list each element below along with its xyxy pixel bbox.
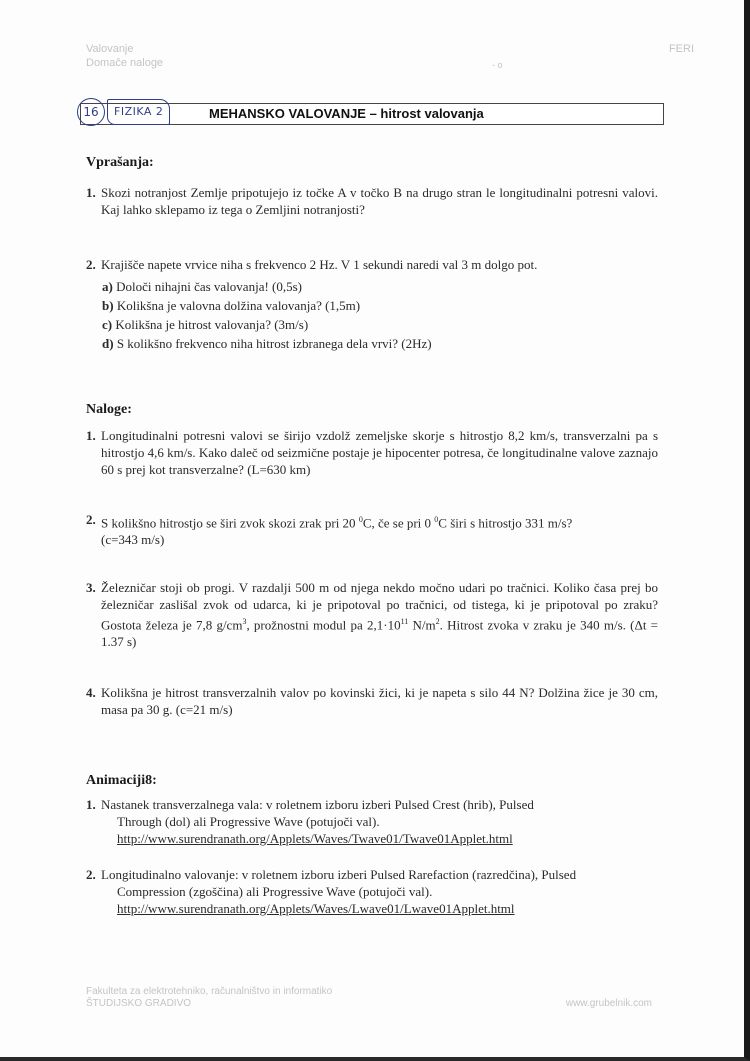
footer-website: www.grubelnik.com [565, 998, 652, 1009]
question-number: 2. [86, 257, 96, 272]
question-2 [86, 256, 658, 273]
task-2 [86, 511, 658, 548]
section-heading-vprasanja: Vprašanja: [86, 155, 154, 170]
task-answer: (Δt = 1.37 s) [101, 617, 659, 650]
question-2-parts [102, 277, 432, 353]
animation-number: 2. [86, 867, 96, 882]
animation-number: 1. [86, 797, 96, 812]
animation-text: Nastanek transverzalnega vala: v roletnem izboru izberi Pulsed Crest (hrib), Pulsed Through (dol) ali Progressive Wave (potujoči val). http://www.surendranath.org/Applets/Waves/Twave01/Twave01Applet.html [101, 796, 658, 847]
handwritten-number: 16 [77, 98, 105, 126]
sub-question: b) Kolikšna je valovna dolžina valovanja? (1,5m) [102, 298, 361, 313]
task-text: S kolikšno hitrostjo se širi zvok skozi zrak pri 20 $^0$C, če se pri 0 $^0$C širi s hitrostjo 331 m/s? (c=343 m/s) [101, 515, 573, 548]
header-subject: Valovanje [86, 43, 134, 55]
handwritten-tag: FIZIKA 2 [107, 99, 170, 125]
question-text: Krajišče napete vrvice niha s frekvenco 2 Hz. V 1 sekundi naredi val 3 m dolgo pot. [101, 257, 538, 272]
task-number: 2. [86, 512, 96, 527]
section-heading-naloge: Naloge: [86, 402, 132, 417]
footer-left [86, 986, 332, 1010]
question-number: 1. [86, 185, 96, 200]
task-number: 4. [86, 685, 96, 700]
animation-text: Longitudinalno valovanje: v roletnem izboru izberi Pulsed Rarefaction (razredčina), Pulsed Compression (zgoščina) ali Progressive Wave (potujoči val). http://www.surendranath.org/Applets/Waves/Lwave01/Lwave01Applet.html [101, 866, 658, 917]
sub-question: c) Kolikšna je hitrost valovanja? (3m/s) [102, 317, 309, 332]
page-title: MEHANSKO VALOVANJE – hitrost valovanja [209, 106, 484, 121]
header-left [86, 42, 163, 70]
task-number: 3. [86, 580, 96, 595]
question-1 [86, 184, 658, 218]
question-text: Skozi notranjost Zemlje pripotujejo iz točke A v točko B na drugo stran le longitudinalni potresni valovi. Kaj lahko sklepamo iz tega o Zemljini notranjosti? [101, 185, 658, 217]
task-text: Longitudinalni potresni valovi se širijo vzdolž zemeljske skorje s hitrostjo 8,2 km/s, transverzalni pa s hitrostjo 4,6 km/s. Kako daleč od seizmične postaje je hipocenter potresa, če longitudinalne valove zaznajo 60 s prej kot transverzalne? (L=630 km) [101, 428, 659, 477]
footer-material: ŠTUDIJSKO GRADIVO [86, 998, 192, 1009]
task-3 [86, 579, 658, 650]
footer-institution: Fakulteta za elektrotehniko, računalništvo in informatiko [86, 986, 333, 997]
sub-question: a) Določi nihajni čas valovanja! (0,5s) [102, 279, 303, 294]
header-subtitle: Domače naloge [86, 57, 164, 69]
task-number: 1. [86, 428, 96, 443]
header-mid-mark: - o [492, 60, 503, 70]
section-heading-animacije: Animaciji8: [86, 773, 157, 788]
task-answer: (c=343 m/s) [101, 532, 165, 548]
task-1 [86, 427, 658, 478]
animation-2-link[interactable]: http://www.surendranath.org/Applets/Waves/Lwave01/Lwave01Applet.html [117, 901, 515, 916]
header-right: FERI [668, 43, 694, 55]
title-bar [80, 103, 664, 125]
sub-question: d) S kolikšno frekvenco niha hitrost izbranega dela vrvi? (2Hz) [102, 336, 432, 351]
task-answer: (L=630 km) [247, 462, 311, 477]
task-text: Kolikšna je hitrost transverzalnih valov po kovinski žici, ki je napeta s silo 44 N? Dolžina žice je 30 cm, masa pa 30 g. (c=21 m/s) [101, 685, 658, 717]
task-4 [86, 684, 658, 718]
animation-2 [86, 866, 658, 917]
animation-1-link[interactable]: http://www.surendranath.org/Applets/Waves/Twave01/Twave01Applet.html [117, 831, 513, 846]
task-answer: (c=21 m/s) [175, 702, 233, 717]
task-text: Železničar stoji ob progi. V razdalji 500 m od njega nekdo močno udari po tračnici. Koliko časa prej bo železničar zaslišal zvok od udarca, ki je pripotoval po tračnici, od tistega, ki je pripotoval po zraku? Gostota železa je 7,8 $g/cm^3$, prožnostni modul pa $2,1\cdot 10^{11}$ $N/m^2$. Hitrost zvoka v zraku je 340 m/s. (Δt = 1.37 s) [101, 580, 659, 650]
animation-1 [86, 796, 658, 847]
